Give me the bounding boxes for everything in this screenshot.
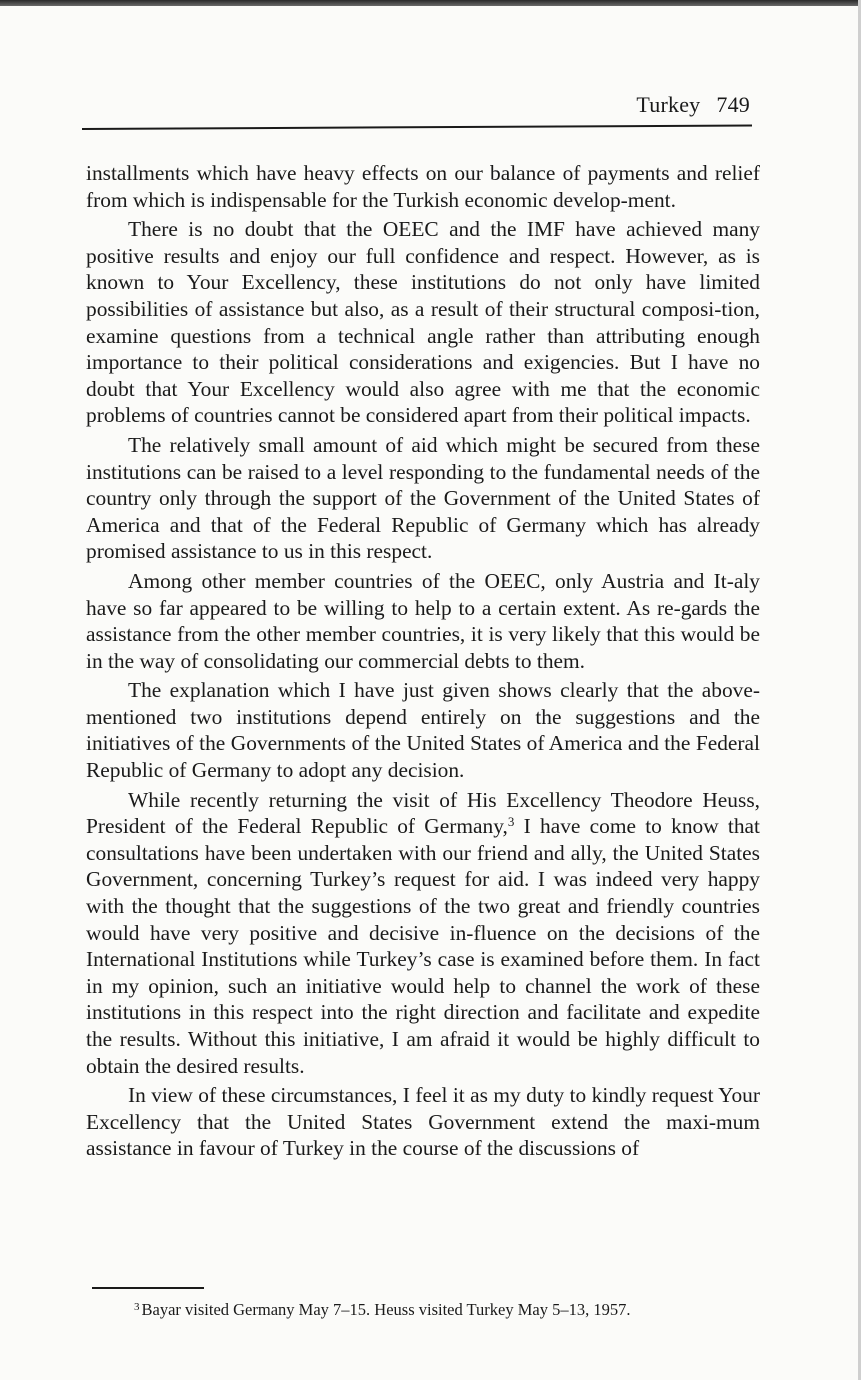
- footnote: [92, 1300, 760, 1320]
- paragraph-explanation: The explanation which I have just given shows clearly that the above-mentioned two institutions depend entirely on the suggestions and the initiatives of the Governments of the United States of America and the Federal Republic of Germany to adopt any decision.: [86, 678, 760, 783]
- running-head: [82, 92, 750, 118]
- scan-top-edge: [0, 0, 861, 6]
- paragraph-oeec-imf: There is no doubt that the OEEC and the IMF have achieved many positive results and enjoy our full confidence and respect. However, as is known to Your Excellency, these institutions do not only have limited possibilities of assistance but also, as a result of their structural composi-tion, examine questions from a technical angle rather than attributing enough importance to their political considerations and exigencies. But I have no doubt that Your Excellency would also agree with me that the economic problems of countries cannot be considered apart from their political impacts.: [86, 217, 760, 428]
- body-text: [86, 160, 760, 1162]
- page-number: 749: [716, 92, 750, 117]
- footnote-number: 3: [134, 1301, 140, 1313]
- paragraph-continued: installments which have heavy effects on our balance of payments and relief from which is indispensable for the Turkish economic develop-ment.: [86, 161, 760, 212]
- paragraph-request: In view of these circumstances, I feel it as my duty to kindly request Your Excellency that the United States Government extend the maxi-mum assistance in favour of Turkey in the course of the discussions of: [86, 1083, 760, 1161]
- footnote-reference: 3: [507, 814, 515, 830]
- paragraph-member-countries: Among other member countries of the OEEC, only Austria and It-aly have so far appeared to be willing to help to a certain extent. As re-gards the assistance from the other member countries, it is very likely that this would be in the way of consolidating our commercial debts to them.: [86, 568, 760, 673]
- running-head-title: Turkey: [636, 92, 701, 117]
- paragraph-heuss-visit: [86, 787, 760, 1080]
- paragraph-small-aid: The relatively small amount of aid which might be secured from these institutions can be raised to a level responding to the fundamental needs of the country only through the support of the Government of the United States of America and that of the Federal Republic of Germany which has already promised assistance to us in this respect.: [86, 432, 760, 564]
- header-rule: [82, 124, 752, 130]
- paragraph-heuss-visit-after: I have come to know that consultations have been undertaken with our friend and ally, the United States Government, concerning Turkey’s request for aid. I was indeed very happy with the thought that the suggestions of the two great and friendly countries would have very positive and decisive in-fluence on the decisions of the International Institutions while Turkey’s case is examined before them. In fact in my opinion, such an initiative would help to channel the work of these institutions in this respect into the right direction and facilitate and expedite the results. Without this initiative, I am afraid it would be highly difficult to obtain the desired results.: [86, 814, 760, 1078]
- footnote-rule: [92, 1287, 204, 1289]
- footnote-text: Bayar visited Germany May 7–15. Heuss visited Turkey May 5–13, 1957.: [141, 1300, 631, 1319]
- paragraph-heuss-visit-before: While recently returning the visit of His Excellency Theodore Heuss, President of the Federal Republic of Germany,: [86, 787, 760, 839]
